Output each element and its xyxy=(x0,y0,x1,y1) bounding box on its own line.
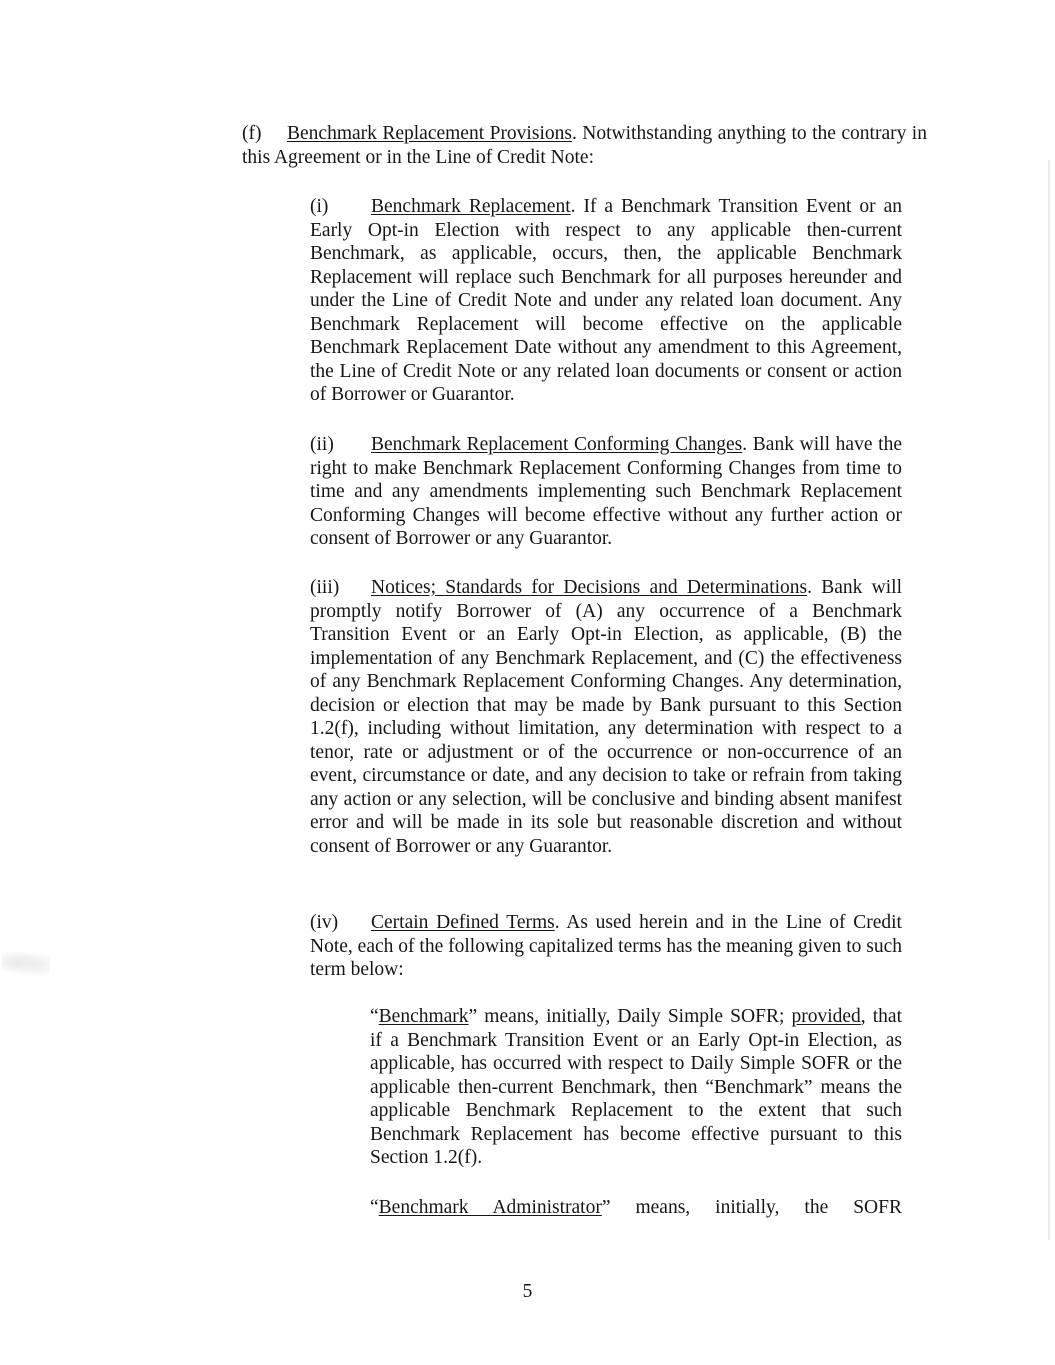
clause-number: (ii) xyxy=(310,434,334,455)
definition-text: means, initially, the SOFR xyxy=(610,1197,902,1218)
scan-artifact-line xyxy=(1048,160,1050,1240)
provided-term: provided xyxy=(791,1006,861,1027)
clause-heading: Benchmark Replacement xyxy=(371,196,571,217)
clause-number: (iii) xyxy=(310,577,340,598)
defined-term: Benchmark Administrator xyxy=(378,1197,602,1218)
section-f xyxy=(242,122,927,169)
clause-body: . Bank will have the right to make Benchmark Replacement Conforming Changes from time to time and any amendments implementing such Benchmark Replacement Conforming Changes will become effective without any further action or consent of Borrower or any Guarantor. xyxy=(310,434,902,549)
open-quote: “ xyxy=(370,1197,379,1218)
clause-heading: Notices; Standards for Decisions and Determinations xyxy=(371,577,808,598)
clause-body: . If a Benchmark Transition Event or an Early Opt-in Election with respect to any applicable then-current Benchmark, as applicable, occurs, then, the applicable Benchmark Replacement will replace such Benchmark for all purposes hereunder and under the Line of Credit Note and under any related loan document. Any Benchmark Replacement will become effective on the applicable Benchmark Replacement Date without any amendment to this Agreement, the Line of Credit Note or any related loan documents or consent or action of Borrower or Guarantor. xyxy=(310,196,903,405)
clause-i xyxy=(310,195,902,407)
clause-body: . As used herein and in the Line of Credit Note, each of the following capitalized terms has the meaning given to such term below: xyxy=(310,912,902,980)
scan-artifact-smudge xyxy=(2,948,50,976)
clause-number: (i) xyxy=(310,196,329,217)
clause-number: (f) xyxy=(242,123,262,144)
clause-heading: Benchmark Replacement Conforming Changes xyxy=(371,434,743,455)
definition-text: , that if a Benchmark Transition Event or an Early Opt-in Election, as applicable, has occurred with respect to Daily Simple SOFR or the applicable then-current Benchmark, then “Benchmark” means the applicable Benchmark Replacement to the extent that such Benchmark Replacement has become effective pursuant to this Section 1.2(f). xyxy=(370,1006,902,1168)
clause-iv xyxy=(310,911,902,982)
definition-benchmark-administrator xyxy=(370,1196,902,1220)
clause-body: . Bank will promptly notify Borrower of (A) any occurrence of a Benchmark Transition Event or an Early Opt-in Election, as applicable, (B) the implementation of any Benchmark Replacement, and (C) the effectiveness of any Benchmark Replacement Conforming Changes. Any determination, decision or election that may be made by Bank pursuant to this Section 1.2(f), including without limitation, any determination with respect to a tenor, rate or adjustment or of the occurrence or non-occurrence of an event, circumstance or date, and any decision to take or refrain from taking any action or any selection, will be conclusive and binding absent manifest error and will be made in its sole but reasonable discretion and without consent of Borrower or any Guarantor. xyxy=(310,577,903,857)
close-quote: ” xyxy=(468,1006,478,1027)
open-quote: “ xyxy=(370,1006,379,1027)
clause-ii xyxy=(310,433,902,551)
clause-heading: Benchmark Replacement Provisions xyxy=(287,123,572,144)
clause-number: (iv) xyxy=(310,912,339,933)
clause-iii xyxy=(310,576,902,858)
definition-benchmark xyxy=(370,1005,902,1170)
clause-heading: Certain Defined Terms xyxy=(371,912,555,933)
definition-text: means, initially, Daily Simple SOFR; xyxy=(477,1006,792,1027)
defined-term: Benchmark xyxy=(378,1006,469,1027)
clause-body: . Notwithstanding anything to the contrary in this Agreement or in the Line of Credit Note: xyxy=(242,123,927,168)
close-quote: ” xyxy=(601,1197,611,1218)
page-number: 5 xyxy=(522,1281,533,1302)
